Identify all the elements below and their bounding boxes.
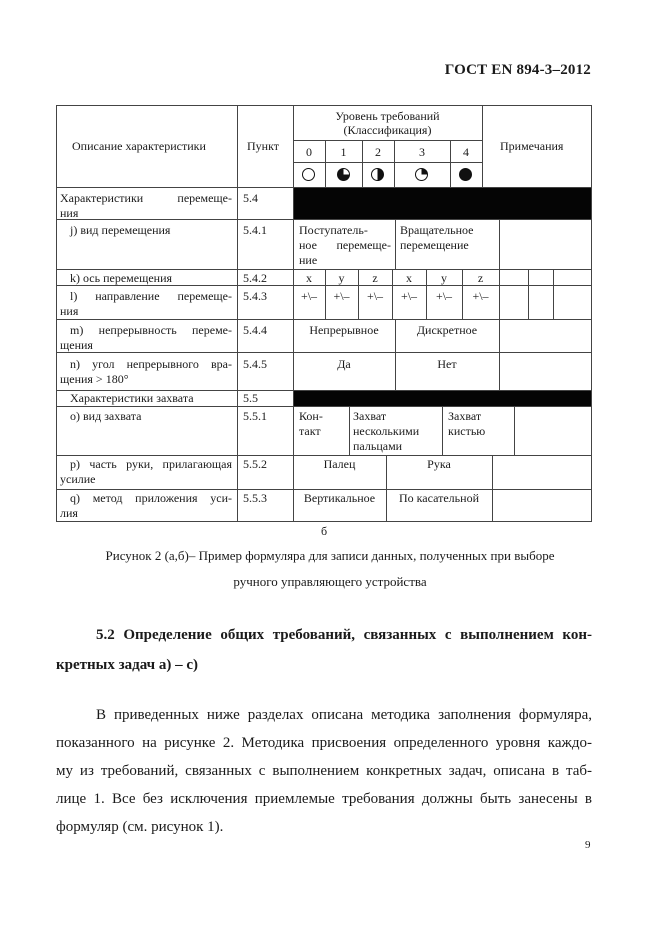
section-heading-line: кретных задач а) – с) xyxy=(56,657,198,673)
cell-value: x xyxy=(406,271,412,285)
figure-caption-line: Рисунок 2 (а,б)– Пример формуляра для записи данных, полученных при выборе xyxy=(105,548,555,563)
cell-value: +\– xyxy=(435,289,453,303)
row-description: Характеристики захвата xyxy=(70,391,194,405)
row-item: 5.4.3 xyxy=(243,289,267,303)
row-description: q) метод приложения уси- xyxy=(70,491,232,505)
selection-form-table xyxy=(56,105,592,522)
row-description: p) часть руки, прилагающая xyxy=(70,457,232,471)
body-paragraph xyxy=(56,701,592,841)
quarter-circle-icon xyxy=(415,168,428,181)
cell-value: Непрерывное xyxy=(309,323,379,337)
cell-value: несколькими xyxy=(353,424,420,438)
cell-value: Дискретное xyxy=(416,323,478,337)
level-number: 1 xyxy=(340,145,347,159)
cell-value: По касательной xyxy=(398,491,479,505)
col-header-level-title: Уровень требований xyxy=(335,109,440,123)
col-header-item: Пункт xyxy=(247,139,280,153)
black-fill-grip xyxy=(293,390,592,406)
figure-caption xyxy=(40,543,620,595)
black-fill-movement xyxy=(293,187,592,219)
row-description: l) направление перемеще- xyxy=(70,289,232,303)
col-header-notes: Примечания xyxy=(500,139,564,153)
cell-value: Поступатель- xyxy=(299,223,368,237)
row-description: ния xyxy=(60,304,79,318)
row-item: 5.4 xyxy=(243,191,258,205)
cell-value: z xyxy=(477,271,484,285)
row-item: 5.5.3 xyxy=(243,491,267,505)
row-description: ния xyxy=(60,206,79,220)
cell-value: y xyxy=(338,271,345,285)
paragraph-line: показанного на рисунке 2. Методика присвоения определенного уровня каждо- xyxy=(56,735,592,751)
cell-value: ное перемеще- xyxy=(299,238,391,252)
level-number: 3 xyxy=(419,145,425,159)
cell-value: Вертикальное xyxy=(303,491,376,505)
cell-value: +\– xyxy=(472,289,489,303)
row-item: 5.5 xyxy=(243,391,258,405)
section-heading-line: 5.2 Определение общих требований, связанных с выполнением кон- xyxy=(96,627,592,643)
cell-value: y xyxy=(441,271,447,285)
row-description: k) ось перемещения xyxy=(70,271,173,285)
cell-value: x xyxy=(306,271,312,285)
row-item: 5.4.5 xyxy=(243,357,267,371)
row-item: 5.4.2 xyxy=(243,271,267,285)
page-number: 9 xyxy=(585,839,591,851)
cell-value: +\– xyxy=(300,289,318,303)
row-description: Характеристики перемеще- xyxy=(60,191,232,205)
row-description: n) угол непрерывного вра- xyxy=(70,357,232,371)
row-description: m) непрерывность переме- xyxy=(70,323,232,337)
figure-caption-line: ручного управляющего устройства xyxy=(233,574,427,589)
full-circle-icon xyxy=(459,168,472,181)
cell-value: +\– xyxy=(400,289,418,303)
row-description: лия xyxy=(60,506,78,520)
col-header-description: Описание характеристики xyxy=(72,139,206,153)
row-description: щения xyxy=(60,338,93,352)
cell-value: Кон- xyxy=(299,409,323,423)
cell-value: Рука xyxy=(427,457,451,471)
level-number: 2 xyxy=(375,145,381,159)
level-number: 0 xyxy=(306,145,312,159)
cell-value: z xyxy=(372,271,378,285)
row-item: 5.5.1 xyxy=(243,409,267,423)
half-circle-icon xyxy=(371,168,384,181)
cell-value: Нет xyxy=(437,357,457,371)
cell-value: пальцами xyxy=(353,439,403,453)
row-item: 5.4.1 xyxy=(243,223,267,237)
row-description: щения > 180° xyxy=(60,372,129,386)
cell-value: перемещение xyxy=(400,238,469,252)
paragraph-line: му из требований, связанных с выполнением конкретных задач, описана в таб- xyxy=(56,763,592,779)
three-quarter-circle-icon xyxy=(337,168,350,181)
empty-circle-icon xyxy=(302,168,315,181)
paragraph-line: лице 1. Все без исключения приемлемые требования должны быть занесены в xyxy=(56,791,592,807)
cell-value: ние xyxy=(299,253,318,267)
col-header-level-subtitle: (Классификация) xyxy=(343,123,432,137)
cell-value: кистью xyxy=(448,424,486,438)
paragraph-line: В приведенных ниже разделах описана методика заполнения формуляра, xyxy=(96,707,592,723)
row-item: 5.4.4 xyxy=(243,323,267,337)
level-number: 4 xyxy=(463,145,469,159)
cell-value: такт xyxy=(299,424,321,438)
table-sublabel: б xyxy=(320,524,328,538)
row-description: усилие xyxy=(60,472,96,486)
cell-value: Да xyxy=(337,357,351,371)
cell-value: +\– xyxy=(366,289,384,303)
section-heading xyxy=(56,620,592,680)
paragraph-line: формуляр (см. рисунок 1). xyxy=(56,819,224,835)
cell-value: Палец xyxy=(323,457,356,471)
document-header: ГОСТ EN 894-3–2012 xyxy=(444,62,591,78)
cell-value: Захват xyxy=(448,409,482,423)
cell-value: Захват xyxy=(353,409,387,423)
row-item: 5.5.2 xyxy=(243,457,267,471)
row-description: j) вид перемещения xyxy=(70,223,171,237)
cell-value: Вращательное xyxy=(400,223,474,237)
row-description: o) вид захвата xyxy=(70,409,142,423)
cell-value: +\– xyxy=(333,289,350,303)
